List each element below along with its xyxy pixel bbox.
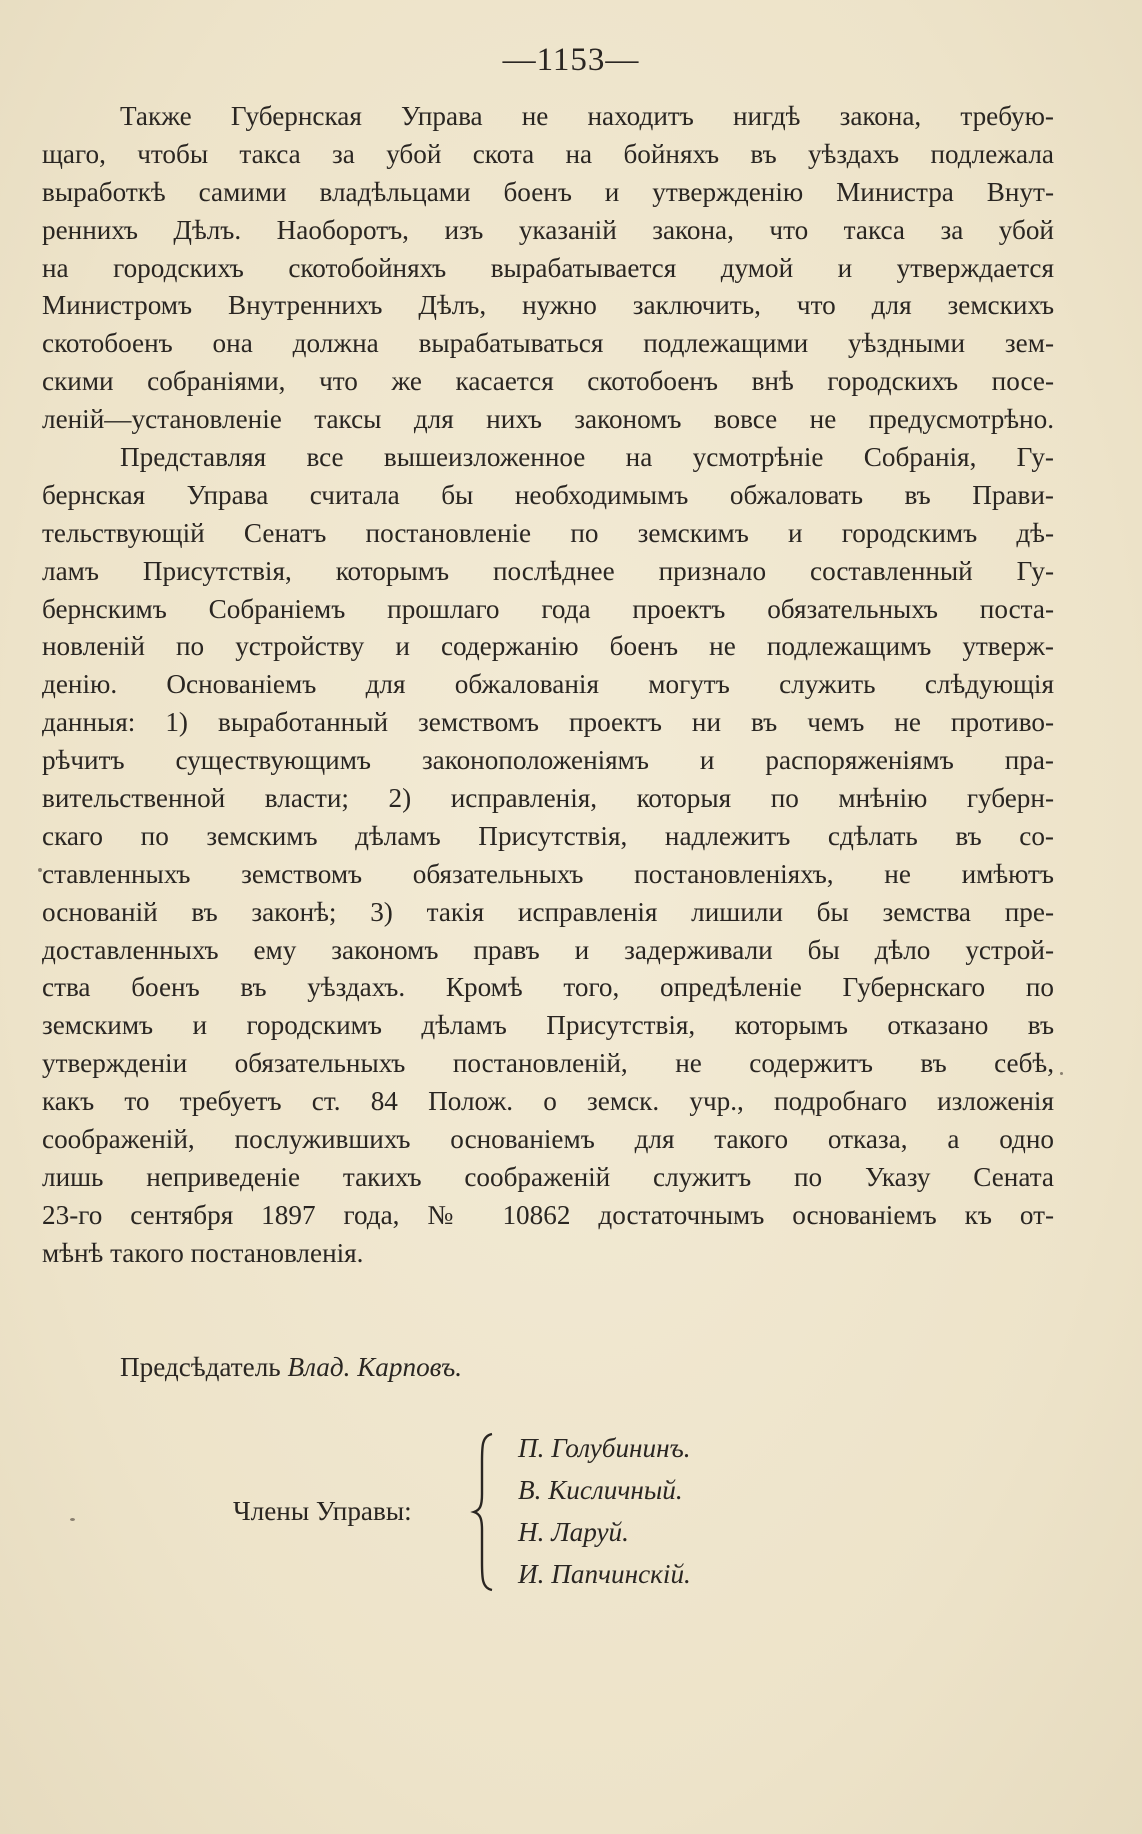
- text-line: рѣчитъ существующимъ законоположеніямъ и распоряженіямъ пра-: [42, 745, 1054, 776]
- chairman-title: Предсѣдатель: [120, 1352, 281, 1382]
- text-line: леній—установленіе таксы для нихъ закономъ вовсе не предусмотрѣно.: [42, 404, 1054, 435]
- text-line: ставленныхъ земствомъ обязательныхъ постановленіяхъ, не имѣютъ: [42, 858, 1054, 889]
- paper-speck: [38, 868, 42, 872]
- text-line: какъ то требуетъ ст. 84 Полож. о земск. учр., подробнаго изложенія: [42, 1086, 1054, 1117]
- text-line: Министромъ Внутреннихъ Дѣлъ, нужно заключить, что для земскихъ: [42, 290, 1054, 321]
- text-line: ламъ Присутствія, которымъ послѣднее признало составленный Гу-: [42, 555, 1054, 586]
- text-line: земскимъ и городскимъ дѣламъ Присутствія, которымъ отказано въ: [42, 1010, 1054, 1041]
- text-line: бернскимъ Собраніемъ прошлаго года проектъ обязательныхъ поста-: [42, 593, 1054, 624]
- member-name: В. Кисличный.: [518, 1475, 683, 1505]
- text-line: Представляя все вышеизложенное на усмотрѣніе Собранія, Гу-: [120, 442, 1054, 473]
- paper-speck: [70, 1518, 75, 1521]
- chairman-signature: [120, 1352, 462, 1383]
- member-name: Н. Ларуй.: [518, 1517, 629, 1547]
- text-line: данныя: 1) выработанный земствомъ проектъ ни въ чемъ не противо-: [42, 707, 1054, 738]
- text-line: соображеній, послужившихъ основаніемъ для такого отказа, а одно: [42, 1124, 1054, 1155]
- text-line: щаго, чтобы такса за убой скота на бойняхъ въ уѣздахъ подлежала: [42, 138, 1054, 169]
- text-line: ства боенъ въ уѣздахъ. Кромѣ того, опредѣленіе Губернскаго по: [42, 972, 1054, 1003]
- body-text: [42, 98, 1054, 1273]
- text-line: утвержденіи обязательныхъ постановленій, не содержитъ въ себѣ,: [42, 1048, 1054, 1079]
- text-line: скаго по земскимъ дѣламъ Присутствія, надлежитъ сдѣлать въ со-: [42, 820, 1054, 851]
- text-line: новленій по устройству и содержанію боенъ не подлежащимъ утверж-: [42, 631, 1054, 662]
- paper-speck: [1060, 1072, 1063, 1075]
- text-line: вительственной власти; 2) исправленія, которыя по мнѣнію губерн-: [42, 783, 1054, 814]
- page-number: —1153—: [502, 42, 640, 78]
- text-line: на городскихъ скотобойняхъ вырабатывается думой и утверждается: [42, 252, 1054, 283]
- text-line: 23-го сентября 1897 года, № 10862 достаточнымъ основаніемъ къ от-: [42, 1199, 1054, 1230]
- text-line: лишь неприведеніе такихъ соображеній служитъ по Указу Сената: [42, 1161, 1054, 1192]
- chairman-name: Влад. Карповъ.: [287, 1352, 463, 1382]
- text-line: тельствующій Сенатъ постановленіе по земскимъ и городскимъ дѣ-: [42, 517, 1054, 548]
- curly-brace-icon: [470, 1432, 498, 1592]
- text-line: Также Губернская Управа не находитъ нигдѣ закона, требую-: [120, 101, 1054, 131]
- text-line: основаній въ законѣ; 3) такія исправленія лишили бы земства пре-: [42, 896, 1054, 927]
- member-name: И. Папчинскій.: [518, 1559, 691, 1589]
- member-name: П. Голубининъ.: [518, 1433, 691, 1463]
- text-line: выработкѣ самими владѣльцами боенъ и утвержденію Министра Внут-: [42, 176, 1054, 207]
- text-line: бернская Управа считала бы необходимымъ обжаловать въ Прави-: [42, 479, 1054, 510]
- members-list: [518, 1427, 691, 1595]
- text-line: мѣнѣ такого постановленія.: [42, 1237, 364, 1268]
- text-line: доставленныхъ ему закономъ правъ и задерживали бы дѣло устрой-: [42, 934, 1054, 965]
- members-label: Члены Управы:: [233, 1496, 412, 1526]
- text-line: скотобоенъ она должна вырабатываться подлежащими уѣздными зем-: [42, 328, 1054, 359]
- text-line: скими собраніями, что же касается скотобоенъ внѣ городскихъ посе-: [42, 366, 1054, 397]
- text-line: денію. Основаніемъ для обжалованія могутъ служить слѣдующія: [42, 669, 1054, 700]
- text-line: реннихъ Дѣлъ. Наоборотъ, изъ указаній закона, что такса за убой: [42, 214, 1054, 245]
